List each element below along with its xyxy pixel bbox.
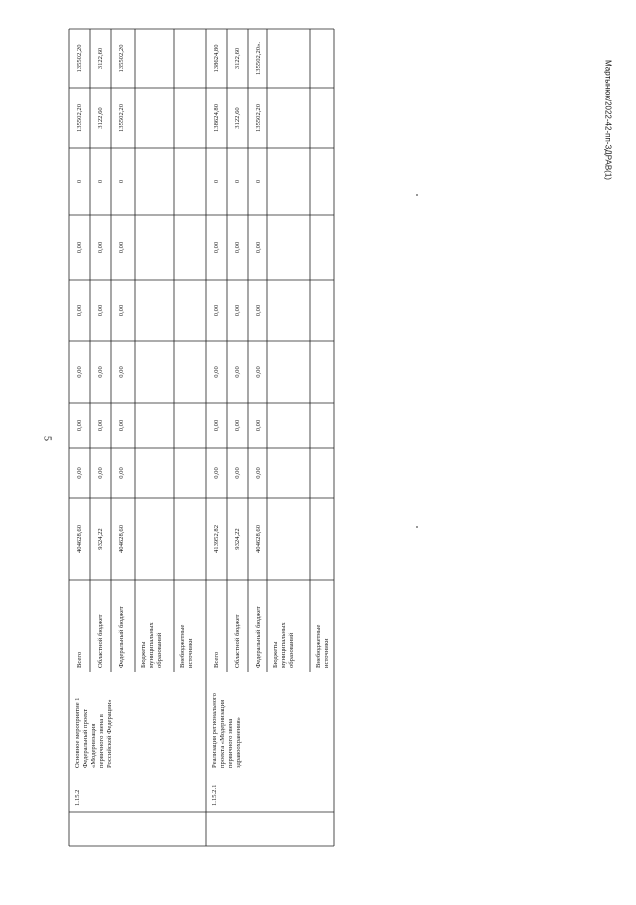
document-code-text: Мартынюк/2022-42-пп-ЗДРАВ(1) xyxy=(603,60,613,180)
amount-cell: 0,00 xyxy=(118,241,125,254)
amount-cell: 0,00 xyxy=(76,304,83,317)
amount-cell: 0 xyxy=(213,179,220,184)
amount-cell: 0,00 xyxy=(76,241,83,254)
amount-cell: 135502,20 xyxy=(76,44,83,73)
amount-cell: 3122,60 xyxy=(234,47,241,70)
funding-source: муниципальных xyxy=(280,622,287,668)
amount-cell: 0,00 xyxy=(76,366,83,378)
amount-cell: 0,00 xyxy=(97,241,104,254)
funding-source: источники xyxy=(323,638,330,668)
amount-cell: 0,00 xyxy=(76,467,83,479)
funding-source: Всего xyxy=(76,651,83,668)
amount-cell: 135502,20 xyxy=(118,44,125,73)
row-name-line: Реализация регионального xyxy=(211,693,218,768)
funding-source: Областной бюджет xyxy=(97,614,104,668)
amount-cell: 0 xyxy=(234,179,241,184)
amount-cell: 0,00 xyxy=(76,419,83,432)
amount-cell: 404628,60 xyxy=(76,524,83,554)
funding-source: муниципальных xyxy=(148,622,155,668)
amount-cell: 404628,60 xyxy=(255,524,262,554)
amount-cell: 0 xyxy=(118,179,125,184)
amount-cell: 0,00 xyxy=(97,467,104,479)
amount-cell: 0 xyxy=(97,179,104,184)
amount-cell: 0,00 xyxy=(234,419,241,432)
amount-cell: 0,00 xyxy=(255,241,262,254)
amount-cell: 0,00 xyxy=(97,366,104,378)
amount-cell: 0,00 xyxy=(255,366,262,378)
row-code: 1.15.2 xyxy=(74,789,81,806)
funding-source: Бюджеты xyxy=(272,641,279,668)
amount-cell: 0,00 xyxy=(118,467,125,479)
amount-cell: 404628,60 xyxy=(118,524,125,554)
amount-cell: 0,00 xyxy=(213,366,220,378)
amount-cell: 0,00 xyxy=(118,304,125,317)
amount-cell: 0,00 xyxy=(234,366,241,378)
row-name-line: Федеральный проект xyxy=(82,708,89,768)
amount-cell: 0,00 xyxy=(213,304,220,317)
funding-source: Внебюджетные xyxy=(179,624,186,668)
amount-cell: 0,00 xyxy=(213,241,220,254)
funding-source: Внебюджетные xyxy=(315,624,322,668)
amount-cell: 9324,22 xyxy=(234,528,241,550)
amount-cell: 135502,20 xyxy=(255,103,262,133)
amount-cell: 3122,60 xyxy=(97,47,104,70)
amount-cell: 3122,60 xyxy=(97,107,104,129)
amount-cell: 135502,20 xyxy=(76,103,83,133)
row-code: 1.15.2.1 xyxy=(211,784,218,806)
amount-cell: 0,00 xyxy=(118,366,125,378)
amount-cell: 0,00 xyxy=(255,304,262,317)
funding-source: образований xyxy=(288,632,295,668)
funding-source: Федеральный бюджет xyxy=(118,606,125,668)
funding-source: Бюджеты xyxy=(140,641,147,668)
page-number: 5 xyxy=(41,436,53,441)
amount-cell: 413952,82 xyxy=(213,524,220,554)
amount-cell: 135502,20». xyxy=(255,42,262,75)
row-name-line: первичного звена xyxy=(227,718,234,768)
funding-source: Всего xyxy=(213,651,220,668)
amount-cell: 138624,80 xyxy=(213,103,220,133)
amount-cell: 0 xyxy=(255,179,262,184)
amount-cell: 0,00 xyxy=(97,304,104,317)
row-name-line: проекта «Модернизация xyxy=(219,699,226,768)
funding-source: образований xyxy=(156,632,163,668)
amount-cell: 0,00 xyxy=(234,304,241,317)
amount-cell: 0,00 xyxy=(213,419,220,432)
row-name-line: первичного звена в xyxy=(98,714,105,768)
amount-cell: 0,00 xyxy=(213,467,220,479)
amount-cell: 0,00 xyxy=(234,241,241,254)
amount-cell: 0,00 xyxy=(255,419,262,432)
funding-source: Федеральный бюджет xyxy=(255,606,262,668)
amount-cell: 135502,20 xyxy=(118,103,125,133)
amount-cell: 0 xyxy=(76,179,83,184)
amount-cell: 3122,60 xyxy=(234,107,241,129)
row-name-line: Российской Федерации» xyxy=(106,699,113,768)
amount-cell: 0,00 xyxy=(97,419,104,432)
row-name-line: Основное мероприятие 1 xyxy=(74,697,81,768)
row-name-line: «Модернизация xyxy=(90,723,97,768)
amount-cell: 0,00 xyxy=(234,467,241,479)
row-name-line: здравоохранения» xyxy=(235,717,242,768)
amount-cell: 0,00 xyxy=(118,419,125,432)
funding-source: Областной бюджет xyxy=(234,614,241,668)
amount-cell: 9324,22 xyxy=(97,528,104,550)
amount-cell: 138624,80 xyxy=(213,44,220,73)
funding-source: источники xyxy=(187,638,194,668)
amount-cell: 0,00 xyxy=(255,467,262,479)
